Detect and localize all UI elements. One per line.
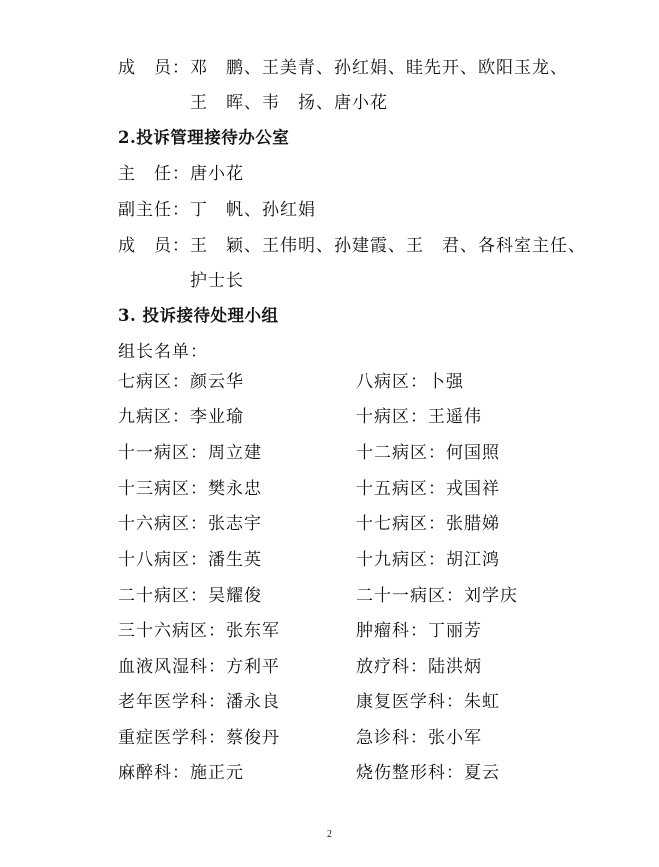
members-line-2: 王 晖、韦 扬、唐小花 bbox=[190, 93, 388, 113]
leader-entry: 肿瘤科：丁丽芳 bbox=[356, 621, 482, 641]
leader-entry: 麻醉科：施正元 bbox=[118, 763, 244, 783]
leader-entry: 七病区：颜云华 bbox=[118, 372, 244, 392]
leader-entry: 老年医学科：潘永良 bbox=[118, 692, 280, 712]
leader-entry: 血液风湿科：方利平 bbox=[118, 657, 280, 677]
leader-entry: 十三病区：樊永忠 bbox=[118, 479, 262, 499]
office-members-line-2: 护士长 bbox=[190, 271, 244, 291]
leader-entry: 十九病区：胡江鸿 bbox=[356, 550, 500, 570]
office-members-line-1: 成 员：王 颖、王伟明、孙建霞、王 君、各科室主任、 bbox=[118, 236, 586, 256]
section-heading-reception-group: 3. 投诉接待处理小组 bbox=[118, 306, 279, 325]
leader-entry: 二十病区：吴耀俊 bbox=[118, 586, 262, 606]
leader-entry: 十七病区：张腊娣 bbox=[356, 514, 500, 534]
leader-entry: 八病区：卜强 bbox=[356, 372, 464, 392]
leader-entry: 十八病区：潘生英 bbox=[118, 550, 262, 570]
members-line-1: 成 员：邓 鹏、王美青、孙红娟、眭先开、欧阳玉龙、 bbox=[118, 58, 568, 78]
office-deputy-director: 副主任：丁 帆、孙红娟 bbox=[118, 200, 316, 220]
leader-entry: 放疗科：陆洪炳 bbox=[356, 657, 482, 677]
leader-entry: 急诊科：张小军 bbox=[356, 728, 482, 748]
leader-entry: 三十六病区：张东军 bbox=[118, 621, 280, 641]
leader-entry: 十五病区：戎国祥 bbox=[356, 479, 500, 499]
leader-entry: 十六病区：张志宇 bbox=[118, 514, 262, 534]
leader-entry: 十一病区：周立建 bbox=[118, 443, 262, 463]
section-heading-complaint-office: 2.投诉管理接待办公室 bbox=[118, 128, 290, 147]
leader-entry: 九病区：李业瑜 bbox=[118, 407, 244, 427]
leader-entry: 烧伤整形科：夏云 bbox=[356, 763, 500, 783]
leader-entry: 二十一病区：刘学庆 bbox=[356, 586, 518, 606]
leader-entry: 十二病区：何国照 bbox=[356, 443, 500, 463]
group-leader-list-title: 组长名单： bbox=[118, 342, 208, 362]
leader-entry: 十病区：王遥伟 bbox=[356, 407, 482, 427]
leader-entry: 重症医学科：蔡俊丹 bbox=[118, 728, 280, 748]
office-director: 主 任：唐小花 bbox=[118, 164, 244, 184]
page-number: 2 bbox=[327, 829, 332, 840]
leader-entry: 康复医学科：朱虹 bbox=[356, 692, 500, 712]
